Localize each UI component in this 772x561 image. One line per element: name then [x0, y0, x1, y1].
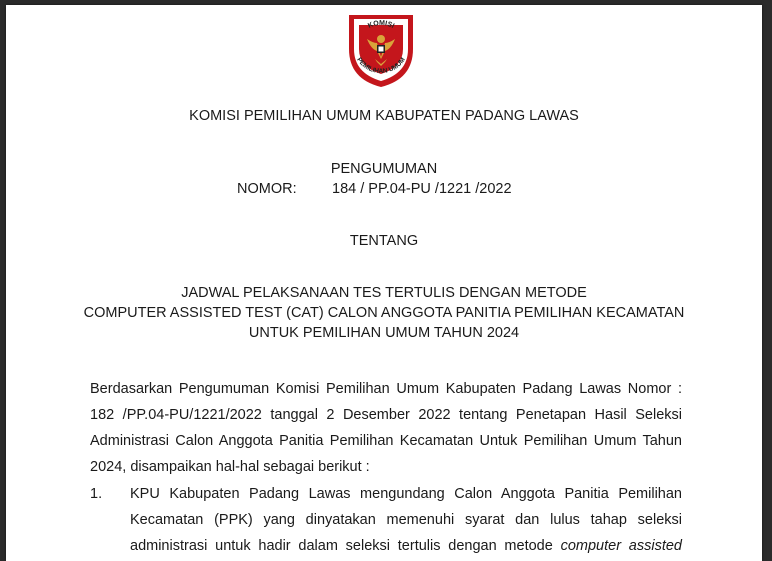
list-item-number: 1. [90, 486, 103, 502]
svg-text:PEMILIHAN UMUM: PEMILIHAN UMUM [355, 56, 407, 76]
intro-line-3: Administrasi Calon Anggota Panitia Pemilihan Kecamatan Untuk Pemilihan Umum Tahun [90, 433, 682, 449]
document-page [6, 5, 762, 561]
kpu-logo-icon [345, 9, 417, 89]
list-item-line-3 [130, 538, 682, 554]
list-item-line-2: Kecamatan (PPK) yang dinyatakan memenuhi syarat dan lulus tahap seleksi [130, 512, 682, 528]
list-item-line-3-italic: computer assisted [560, 538, 682, 554]
about-heading: TENTANG [349, 233, 419, 249]
intro-line-4: 2024, disampaikan hal-hal sebagai berikut : [90, 459, 370, 475]
title-line-1: JADWAL PELAKSANAAN TES TERTULIS DENGAN METODE [181, 285, 587, 301]
number-label: NOMOR: [237, 181, 297, 197]
institution-heading: KOMISI PEMILIHAN UMUM KABUPATEN PADANG LAWAS [189, 108, 579, 124]
svg-text:KOMISI: KOMISI [366, 19, 396, 30]
intro-line-2: 182 /PP.04-PU/1221/2022 tanggal 2 Desember 2022 tentang Penetapan Hasil Seleksi [90, 407, 682, 423]
list-item-line-3-normal: administrasi untuk hadir dalam seleksi tertulis dengan metode [130, 538, 561, 554]
intro-line-1: Berdasarkan Pengumuman Komisi Pemilihan Umum Kabupaten Padang Lawas Nomor : [90, 381, 682, 397]
number-value: 184 / PP.04-PU /1221 /2022 [332, 181, 512, 197]
title-line-2: COMPUTER ASSISTED TEST (CAT) CALON ANGGOTA PANITIA PEMILIHAN KECAMATAN [83, 305, 685, 321]
document-type: PENGUMUMAN [330, 161, 438, 177]
title-line-3: UNTUK PEMILIHAN UMUM TAHUN 2024 [248, 325, 520, 341]
list-item-line-1: KPU Kabupaten Padang Lawas mengundang Calon Anggota Panitia Pemilihan [130, 486, 682, 502]
